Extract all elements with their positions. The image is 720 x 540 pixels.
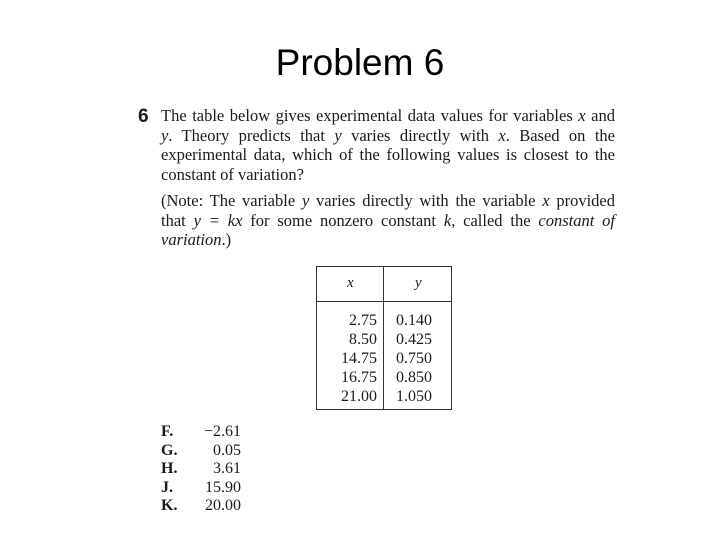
table-cell-x: 16.75 [341,369,377,386]
table-header-x: x [347,275,354,291]
table-cell-y: 1.050 [396,388,432,405]
slide-title: Problem 6 [275,42,445,83]
choice-letter: G. [161,441,178,459]
choice-value: 20.00 [205,497,241,514]
answer-choices [161,423,241,516]
text-run: provided that [161,191,620,230]
answer-choice-g[interactable] [161,442,241,461]
table-cell-x: 8.50 [349,331,377,348]
choice-letter: H. [161,460,178,477]
italic-text-run: k [443,210,452,230]
problem-note [161,191,620,250]
italic-text-run: y [301,191,310,210]
italic-text-run: x [578,106,586,125]
table-cell-y: 0.140 [396,312,432,329]
choice-letter: K. [161,497,178,514]
text-run: . Based on the experimental data, which of the following values is closest to the constant of variation? [161,125,620,184]
answer-choice-f[interactable] [161,423,241,442]
text-run: varies directly with the variable [309,191,543,210]
problem-number: 6 [138,106,149,127]
italic-text-run: constant of variation [161,210,620,249]
italic-text-run: x [498,125,506,145]
italic-text-run: y [161,125,169,145]
text-run: The table below gives experimental data values for variables [161,106,579,125]
answer-choice-j[interactable] [161,479,241,498]
choice-value: 3.61 [213,460,241,477]
text-run: and [585,106,620,125]
table-cell-x: 14.75 [341,350,377,367]
text-run: (Note: The variable [161,191,302,210]
choice-letter: J. [161,478,173,496]
table-cell-y: 0.750 [396,350,432,367]
text-run: . Theory predicts that [168,125,335,145]
choice-value: −2.61 [203,423,241,440]
table-column-y [396,311,432,406]
table-header-divider [317,301,451,302]
text-run: .) [221,230,232,249]
answer-choice-h[interactable] [161,460,241,479]
choice-value: 0.05 [213,441,241,459]
text-run: varies directly with [341,125,499,145]
table-header-y: y [415,275,422,291]
table-column-divider [383,267,384,409]
table-column-x [323,311,377,406]
answer-choice-k[interactable] [161,497,241,516]
text-run: , called the [451,210,539,230]
text-run: for some nonzero constant [242,210,444,230]
italic-text-run: y = kx [193,210,243,230]
problem-statement [161,106,620,184]
table-cell-y: 0.850 [396,369,432,386]
choice-value: 15.90 [205,478,241,496]
data-table [316,266,452,410]
table-cell-x: 2.75 [349,312,377,329]
table-cell-x: 21.00 [341,388,377,405]
italic-text-run: x [542,191,550,210]
choice-letter: F. [161,423,174,440]
italic-text-run: y [334,125,342,145]
table-cell-y: 0.425 [396,331,432,348]
